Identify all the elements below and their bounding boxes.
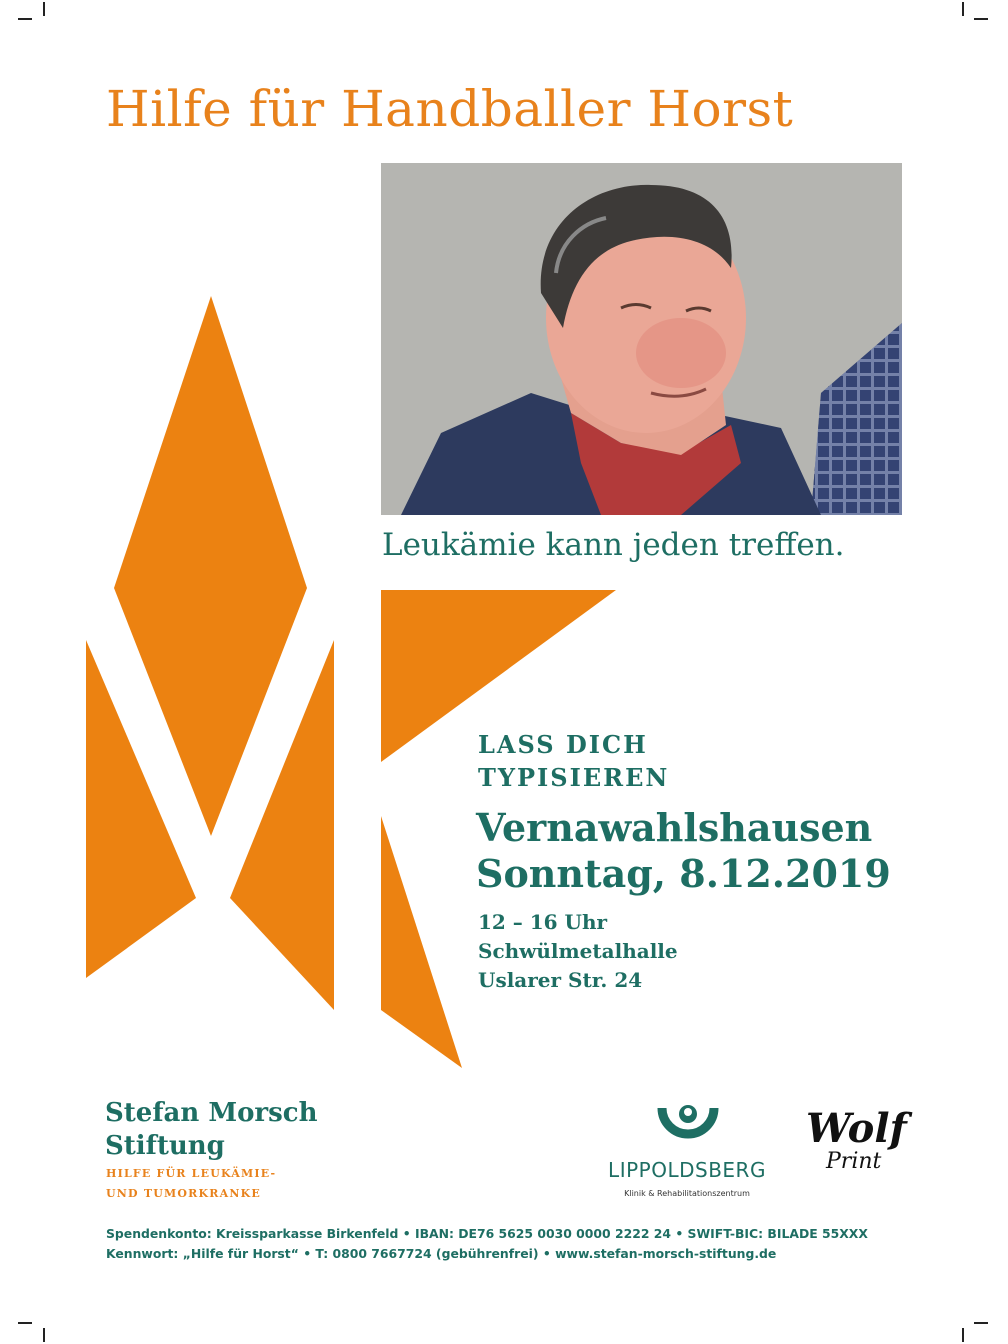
event-time: 12 – 16 Uhr [478, 910, 608, 934]
crop-mark [962, 1328, 964, 1342]
crop-mark [974, 18, 988, 20]
organization-subtitle [106, 1164, 276, 1204]
organization-name-line-1: Stefan Morsch [105, 1098, 318, 1128]
event-place: Vernawahlshausen [476, 805, 873, 850]
crop-mark [962, 2, 964, 16]
footer-line-2: Kennwort: „Hilfe für Horst“ • T: 0800 7667724 (gebührenfrei) • www.stefan-morsch-stiftung.de [106, 1246, 777, 1261]
tagline: Leukämie kann jeden treffen. [382, 527, 845, 563]
wolf-print-logo [806, 1105, 907, 1174]
organization-sub-line-2: UND TUMORKRANKE [106, 1187, 261, 1200]
organization-name [105, 1097, 318, 1163]
organization-name-line-2: Stiftung [105, 1131, 225, 1161]
cta-line-2: TYPISIEREN [478, 763, 670, 792]
event-address: Uslarer Str. 24 [478, 968, 643, 992]
poster-title: Hilfe für Handballer Horst [106, 80, 794, 138]
event-details [478, 908, 678, 995]
event-headline [476, 805, 891, 897]
crop-mark [974, 1322, 988, 1324]
k-mark-lower-arm [381, 816, 462, 1068]
event-date: Sonntag, 8.12.2019 [476, 851, 891, 896]
crop-mark [18, 1322, 32, 1324]
lippoldsberg-subtitle: Klinik & Rehabilitationszentrum [624, 1189, 750, 1198]
donation-footer [106, 1224, 868, 1264]
crop-mark [43, 1328, 45, 1342]
organization-sub-line-1: HILFE FÜR LEUKÄMIE- [106, 1167, 277, 1180]
wolf-print-line-2: Print [826, 1149, 882, 1174]
wolf-print-line-1: Wolf [806, 1105, 907, 1152]
event-venue: Schwülmetalhalle [478, 939, 678, 963]
footer-line-1: Spendenkonto: Kreissparkasse Birkenfeld • IBAN: DE76 5625 0030 0000 2222 24 • SWIFT-BIC: BILADE 55XXX [106, 1226, 868, 1241]
lippoldsberg-logo-icon [656, 1102, 720, 1154]
k-mark-diamond [114, 296, 307, 836]
lippoldsberg-name: LIPPOLDSBERG [608, 1158, 766, 1182]
call-to-action [478, 728, 669, 794]
cta-line-1: LASS DICH [478, 730, 648, 759]
